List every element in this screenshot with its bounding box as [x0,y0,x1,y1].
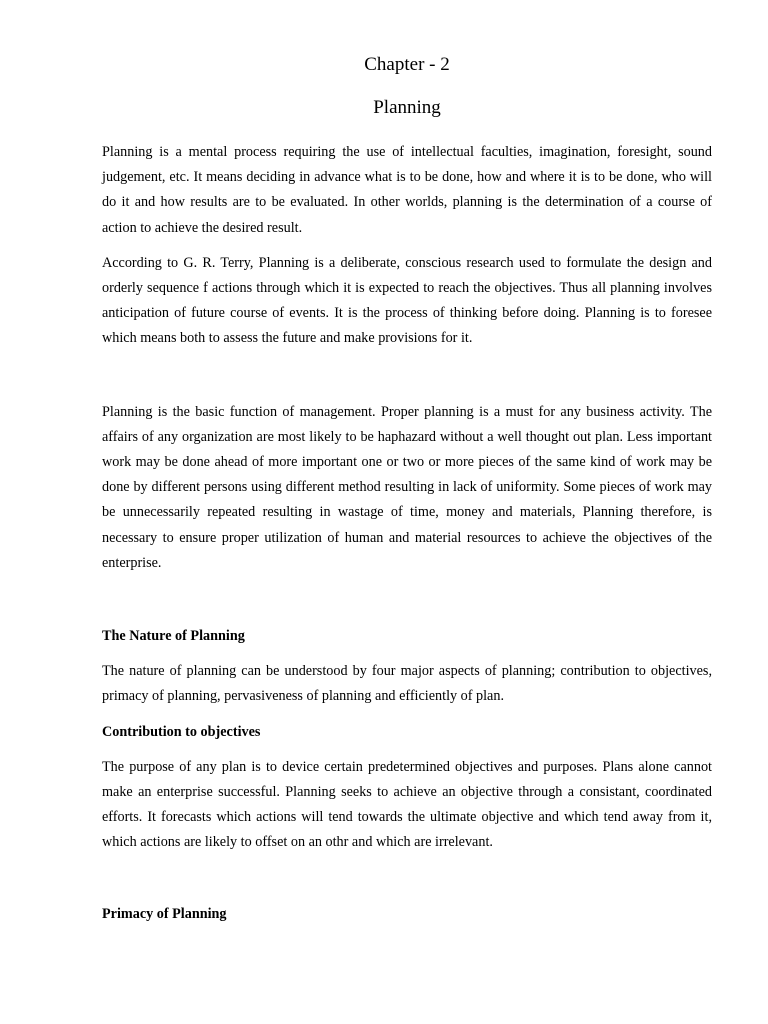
heading-nature-of-planning: The Nature of Planning [102,628,245,645]
paragraph-definition: Planning is a mental process requiring the use of intellectual faculties, imagination, foresight, sound judgement, etc. It means deciding in advance what is to be done, how and where it is to be done, who will do it and how results are to be evaluated. In other worlds, planning is the determination of a course of action to achieve the desired result. [102,144,712,236]
paragraph-terry-definition: According to G. R. Terry, Planning is a deliberate, conscious research used to formulate the design and orderly sequence f actions through which it is expected to reach the objectives. Thus all planning involves anticipation of future course of events. It is the process of thinking before doing. Planning is to foresee which means both to assess the future and make provisions for it. [102,254,712,347]
chapter-number: Chapter - 2 [364,54,450,75]
chapter-title: Planning [373,97,441,118]
paragraph-basic-function: Planning is the basic function of management. Proper planning is a must for any business activity. The affairs of any organization are most likely to be haphazard without a well thought out plan. Less important work may be done ahead of more important one or two or more pieces of the same kind of work may be done by different persons using different method resulting in lack of uniformity. Some pieces of work may be unnecessarily repeated resulting in wastage of time, money and materials, Planning therefore, is necessary to ensure proper utilization of human and material resources to achieve the objectives of the enterprise. [102,403,712,571]
spacer [102,362,712,400]
spacer [102,866,712,902]
spacer [102,586,712,624]
heading-contribution-to-objectives: Contribution to objectives [102,723,261,740]
page-content [102,52,712,937]
heading-primacy-of-planning: Primacy of Planning [102,905,227,922]
paragraph-contribution: The purpose of any plan is to device certain predetermined objectives and purposes. Plans alone cannot make an enterprise successful. Planning seeks to achieve an objective through a consistant, coordinated efforts. It forecasts which actions will tend towards the ultimate objective and which tend away from it, which actions are likely to offset on an othr and which are irrelevant. [102,758,712,851]
paragraph-nature: The nature of planning can be understood by four major aspects of planning; contribution to objectives, primacy of planning, pervasiveness of planning and efficiently of plan. [102,663,712,705]
